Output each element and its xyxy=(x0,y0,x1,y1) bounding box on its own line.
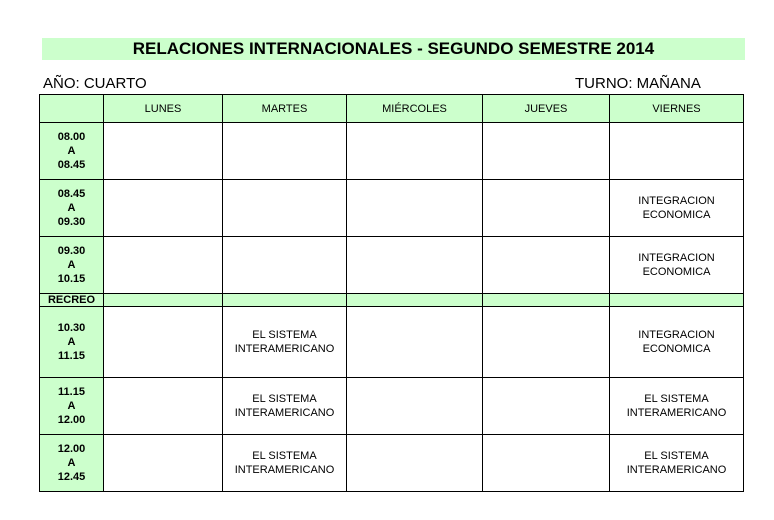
break-label: RECREO xyxy=(40,294,104,307)
time-slot-row xyxy=(40,237,744,294)
time-start: 08.45 xyxy=(57,188,86,200)
time-end: 08.45 xyxy=(57,159,86,171)
time-sep: A xyxy=(67,336,76,348)
day-header-miercoles: MIÉRCOLES xyxy=(347,95,483,123)
time-start: 10.30 xyxy=(57,322,86,334)
time-slot-label xyxy=(40,180,104,237)
time-sep: A xyxy=(67,202,76,214)
class-cell xyxy=(483,123,610,180)
class-cell xyxy=(104,435,223,492)
class-name-line: INTERAMERICANO xyxy=(234,464,335,476)
day-header-lunes: LUNES xyxy=(104,95,223,123)
time-sep: A xyxy=(67,259,76,271)
class-name-line: INTERAMERICANO xyxy=(626,407,727,419)
day-header-viernes: VIERNES xyxy=(610,95,744,123)
class-cell xyxy=(104,180,223,237)
time-end: 12.45 xyxy=(57,471,86,483)
time-sep: A xyxy=(67,145,76,157)
class-cell xyxy=(483,237,610,294)
break-cell xyxy=(104,294,223,307)
day-header-jueves: JUEVES xyxy=(483,95,610,123)
class-cell xyxy=(610,180,744,237)
year-label: AÑO: CUARTO xyxy=(43,75,147,92)
time-start: 11.15 xyxy=(58,386,85,398)
class-cell xyxy=(347,237,483,294)
time-slot-row xyxy=(40,378,744,435)
class-cell xyxy=(104,378,223,435)
class-cell xyxy=(483,180,610,237)
time-end: 11.15 xyxy=(58,350,85,362)
class-cell xyxy=(610,378,744,435)
class-name-line: INTERAMERICANO xyxy=(234,343,335,355)
time-slot-row xyxy=(40,180,744,237)
time-slot-row xyxy=(40,123,744,180)
class-name-line: INTERAMERICANO xyxy=(234,407,335,419)
time-slot-row xyxy=(40,307,744,378)
class-name-line: EL SISTEMA xyxy=(252,393,317,405)
class-cell xyxy=(223,435,347,492)
class-cell xyxy=(104,123,223,180)
class-cell xyxy=(483,435,610,492)
schedule-table xyxy=(39,94,744,492)
break-cell xyxy=(610,294,744,307)
class-cell xyxy=(483,378,610,435)
time-end: 10.15 xyxy=(57,273,86,285)
time-slot-label xyxy=(40,307,104,378)
break-cell xyxy=(347,294,483,307)
class-cell xyxy=(610,307,744,378)
time-slot-label xyxy=(40,378,104,435)
class-name-line: ECONOMICA xyxy=(642,209,711,221)
class-name-line: ECONOMICA xyxy=(642,343,711,355)
schedule-body xyxy=(40,123,744,492)
class-name-line: INTEGRACION xyxy=(638,195,715,207)
time-slot-label xyxy=(40,435,104,492)
class-cell xyxy=(223,237,347,294)
class-name-line: ECONOMICA xyxy=(642,266,711,278)
header-corner-cell xyxy=(40,95,104,123)
time-start: 12.00 xyxy=(57,443,86,455)
break-row xyxy=(40,294,744,307)
class-name-line: EL SISTEMA xyxy=(252,329,317,341)
class-cell xyxy=(104,307,223,378)
page-title: RELACIONES INTERNACIONALES - SEGUNDO SEMESTRE 2014 xyxy=(42,38,745,60)
class-cell xyxy=(347,307,483,378)
break-cell xyxy=(483,294,610,307)
class-name-line: EL SISTEMA xyxy=(252,450,317,462)
time-sep: A xyxy=(67,400,76,412)
class-cell xyxy=(347,180,483,237)
class-cell xyxy=(347,435,483,492)
time-slot-row xyxy=(40,435,744,492)
class-name-line: EL SISTEMA xyxy=(644,393,709,405)
time-slot-label xyxy=(40,237,104,294)
day-header-row xyxy=(40,95,744,123)
class-cell xyxy=(610,123,744,180)
class-cell xyxy=(347,378,483,435)
class-name-line: EL SISTEMA xyxy=(644,450,709,462)
class-name-line: INTERAMERICANO xyxy=(626,464,727,476)
class-cell xyxy=(347,123,483,180)
class-cell xyxy=(104,237,223,294)
break-cell xyxy=(223,294,347,307)
class-cell xyxy=(223,123,347,180)
time-start: 08.00 xyxy=(57,131,86,143)
class-name-line: INTEGRACION xyxy=(638,329,715,341)
class-cell xyxy=(610,435,744,492)
class-name-line: INTEGRACION xyxy=(638,252,715,264)
time-start: 09.30 xyxy=(57,245,86,257)
time-sep: A xyxy=(67,457,76,469)
class-cell xyxy=(610,237,744,294)
day-header-martes: MARTES xyxy=(223,95,347,123)
class-cell xyxy=(223,180,347,237)
shift-label: TURNO: MAÑANA xyxy=(575,75,701,92)
class-cell xyxy=(223,307,347,378)
time-slot-label xyxy=(40,123,104,180)
class-cell xyxy=(483,307,610,378)
time-end: 09.30 xyxy=(57,216,86,228)
class-cell xyxy=(223,378,347,435)
time-end: 12.00 xyxy=(57,414,86,426)
